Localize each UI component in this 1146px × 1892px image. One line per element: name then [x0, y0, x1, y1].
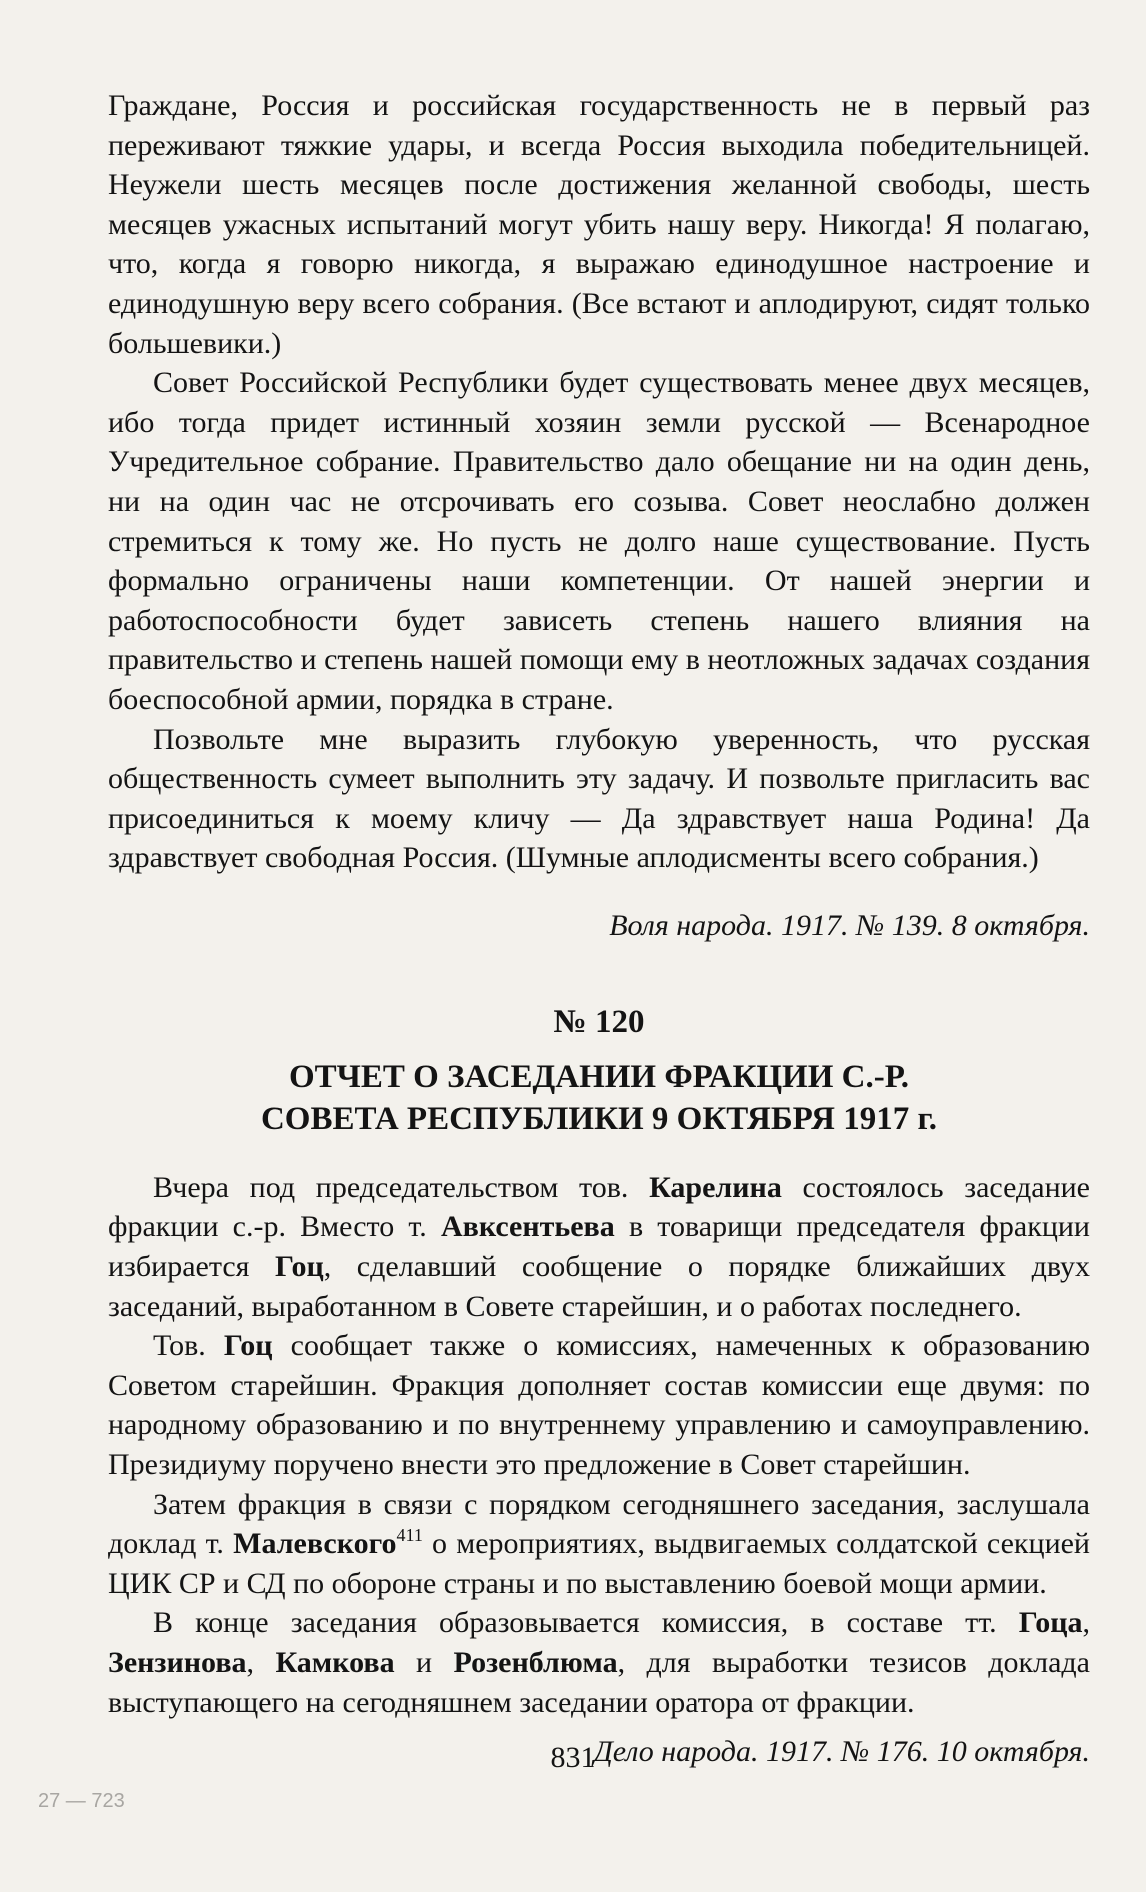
person-name: Гоц: [223, 1329, 273, 1363]
person-name: Малевского: [233, 1527, 397, 1561]
person-name: Зензинова: [108, 1646, 247, 1679]
text-run: Тов.: [153, 1329, 224, 1363]
text-run: , сделавший сообщение о порядке ближайших двух заседаний, выработанном в Совете старейшин, и о работах последнего.: [108, 1250, 1090, 1323]
page-number: 831: [550, 1741, 596, 1774]
document-title-line: ОТЧЕТ О ЗАСЕДАНИИ ФРАКЦИИ С.-Р.: [289, 1058, 909, 1095]
paragraph: [108, 1326, 1090, 1484]
text-run: В конце заседания образовывается комиссия, в составе тт.: [153, 1606, 1019, 1640]
person-name: Авксентьева: [440, 1210, 615, 1244]
paragraph: [108, 1485, 1090, 1604]
printer-signature: 27 — 723: [38, 1790, 125, 1812]
text-run: ,: [1082, 1606, 1090, 1640]
document-119-continuation: [108, 86, 1090, 946]
person-name: Розенблюма: [453, 1646, 618, 1679]
text-run: состоялось заседание фракции с.-р. Вместо т.: [108, 1170, 1090, 1244]
text-run: ,: [246, 1646, 276, 1679]
document-120: [108, 1002, 1090, 1772]
person-name: Гоц: [275, 1250, 324, 1284]
paragraph: [108, 1168, 1090, 1326]
page-body: [108, 86, 1090, 1772]
person-name: Карелина: [649, 1170, 782, 1204]
paragraph: Граждане, Россия и российская государственность не в первый раз переживают тяжкие удары, и всегда Россия выходила победительницей. Неужели шесть месяцев после достижения желанной свободы, шесть месяцев ужасных испытаний могут убить нашу веру. Никогда! Я полагаю, что, когда я говорю никогда, я выражаю единодушное настроение и единодушную веру всего собрания. (Все встают и аплодируют, сидят только большевики.): [108, 89, 1090, 360]
paragraph: [108, 1603, 1090, 1722]
text-run: и: [394, 1646, 454, 1679]
source-citation: Дело народа. 1917. № 176. 10 октября.: [593, 1735, 1090, 1769]
text-run: Вчера под председательством тов.: [153, 1170, 650, 1204]
paragraph: Совет Российской Республики будет существовать менее двух месяцев, ибо тогда придет истинный хозяин земли русской — Всенародное Учредительное собрание. Правительство дало обещание ни на один день, ни на один час не отсрочивать его созыва. Совет неослабно должен стремиться к тому же. Но пусть не долго наше существование. Пусть формально ограничены наши компетенции. От нашей энергии и работоспособности будет зависеть степень нашего влияния на правительство и степень нашей помощи ему в неотложных задачах создания боеспособной армии, порядка в стране.: [108, 366, 1090, 716]
document-title-line: СОВЕТА РЕСПУБЛИКИ 9 ОКТЯБРЯ 1917 г.: [260, 1100, 938, 1137]
text-run: в товарищи председателя фракции избирается: [108, 1210, 1090, 1284]
text-run: сообщает также о комиссиях, намеченных к образованию Советом старейшин. Фракция дополняет состав комиссии еще двумя: по народному образованию и по внутреннему управлению и самоуправлению. Президиуму поручено внести это предложение в Совет старейшин.: [108, 1329, 1091, 1482]
paragraph: Позвольте мне выразить глубокую уверенность, что русская общественность сумеет выполнить эту задачу. И позвольте пригласить вас присоединиться к моему кличу — Да здравствует наша Родина! Да здравствует свободная Россия. (Шумные аплодисменты всего собрания.): [108, 722, 1090, 875]
person-name: Камкова: [275, 1646, 395, 1679]
text-run: , для выработки тезисов доклада выступающего на сегодняшнем заседании оратора от фракции.: [108, 1646, 1090, 1719]
text-run: Затем фракция в связи с порядком сегодняшнего заседания, заслушала доклад т.: [108, 1487, 1090, 1561]
text-run: о мероприятиях, выдвигаемых солдатской секцией ЦИК СР и СД по обороне страны и по выставлению боевой мощи армии.: [108, 1527, 1090, 1600]
person-name: Гоца: [1018, 1606, 1083, 1640]
source-citation: Воля народа. 1917. № 139. 8 октября.: [609, 908, 1090, 942]
document-number: № 120: [553, 1003, 645, 1040]
footnote-reference: 411: [396, 1525, 423, 1546]
